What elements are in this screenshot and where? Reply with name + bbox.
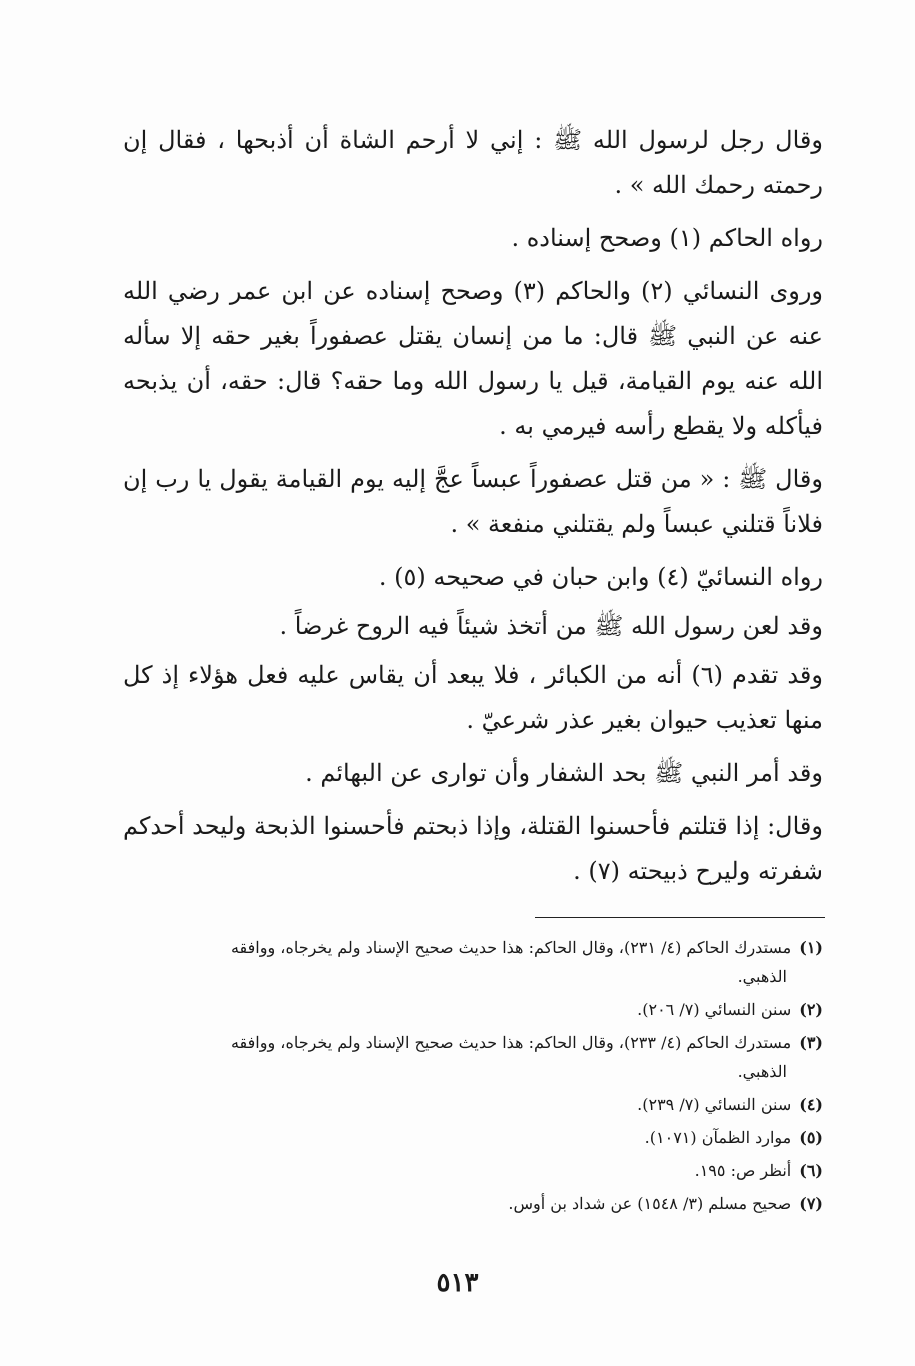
- footnote: [123, 1188, 823, 1219]
- footnote: [123, 932, 823, 963]
- paragraph: رواه النسائيّ (٤) وابن حبان في صحيحه (٥) .: [378, 563, 823, 591]
- footnote-text: أنظر ص: ١٩٥.: [694, 1161, 792, 1180]
- paragraph: رواه الحاكم (١) وصحح إسناده .: [511, 224, 823, 252]
- footnote: [123, 1122, 823, 1153]
- footnote-number: (٢): [799, 1000, 823, 1019]
- paragraph: وروى النسائي (٢) والحاكم (٣) وصحح إسناده عن ابن عمر رضي الله عنه عن النبي ﷺ قال: ما من إنسان يقتل عصفوراً بغير حقه إلا سأله الله عنه يوم القيامة، قيل يا رسول الله وما حقه؟ قال: حقه، أن يذبحه فيأكله ولا يقطع رأسه فيرمي به .: [123, 277, 823, 440]
- footnote-text: مستدرك الحاكم (٤/ ٢٣٣)، وقال الحاكم: هذا حديث صحيح الإسناد ولم يخرجاه، ووافقه: [230, 1033, 792, 1052]
- footnote-text: سنن النسائي (٧/ ٢٣٩).: [637, 1095, 792, 1114]
- paragraph: وقد لعن رسول الله ﷺ من أتخذ شيئاً فيه الروح غرضاً .: [279, 612, 823, 640]
- main-text-block: [123, 118, 823, 902]
- footnote: [123, 1155, 823, 1186]
- paragraph: وقال ﷺ : « من قتل عصفوراً عبساً عجَّ إليه يوم القيامة يقول يا رب إن فلاناً قتلني عبساً ولم يقتلني منفعة » .: [123, 465, 823, 538]
- footnote-continuation: الذهبي.: [737, 1062, 787, 1081]
- paragraph: وقال رجل لرسول الله ﷺ : إني لا أرحم الشاة أن أذبحها ، فقال إن رحمته رحمك الله » .: [123, 126, 823, 199]
- paragraph: وقال: إذا قتلتم فأحسنوا القتلة، وإذا ذبحتم فأحسنوا الذبحة وليحد أحدكم شفرته وليرح ذبيحته (٧) .: [123, 812, 823, 885]
- footnotes-block: [123, 932, 823, 1221]
- page-number: ٥١٣: [436, 1268, 479, 1298]
- footnote-text: موارد الظمآن (١٠٧١).: [644, 1128, 792, 1147]
- footnote: [123, 994, 823, 1025]
- footnote-text: صحيح مسلم (٣/ ١٥٤٨) عن شداد بن أوس.: [508, 1194, 792, 1213]
- footnote-continuation: الذهبي.: [737, 967, 787, 986]
- footnote-divider: [535, 917, 825, 918]
- footnote-number: (٤): [799, 1095, 823, 1114]
- footnote-text: سنن النسائي (٧/ ٢٠٦).: [637, 1000, 792, 1019]
- footnote-number: (٥): [799, 1128, 823, 1147]
- footnote-number: (٦): [799, 1161, 823, 1180]
- paragraph: وقد أمر النبي ﷺ بحد الشفار وأن توارى عن البهائم .: [305, 759, 823, 787]
- footnote-text: مستدرك الحاكم (٤/ ٢٣١)، وقال الحاكم: هذا حديث صحيح الإسناد ولم يخرجاه، ووافقه: [230, 938, 792, 957]
- footnote: [123, 1027, 823, 1058]
- footnote: [123, 1089, 823, 1120]
- footnote-number: (٣): [799, 1033, 823, 1052]
- paragraph: وقد تقدم (٦) أنه من الكبائر ، فلا يبعد أن يقاس عليه فعل هؤلاء إذ كل منها تعذيب حيوان بغير عذر شرعيّ .: [123, 661, 823, 734]
- footnote-number: (١): [799, 938, 823, 957]
- footnote-number: (٧): [799, 1194, 823, 1213]
